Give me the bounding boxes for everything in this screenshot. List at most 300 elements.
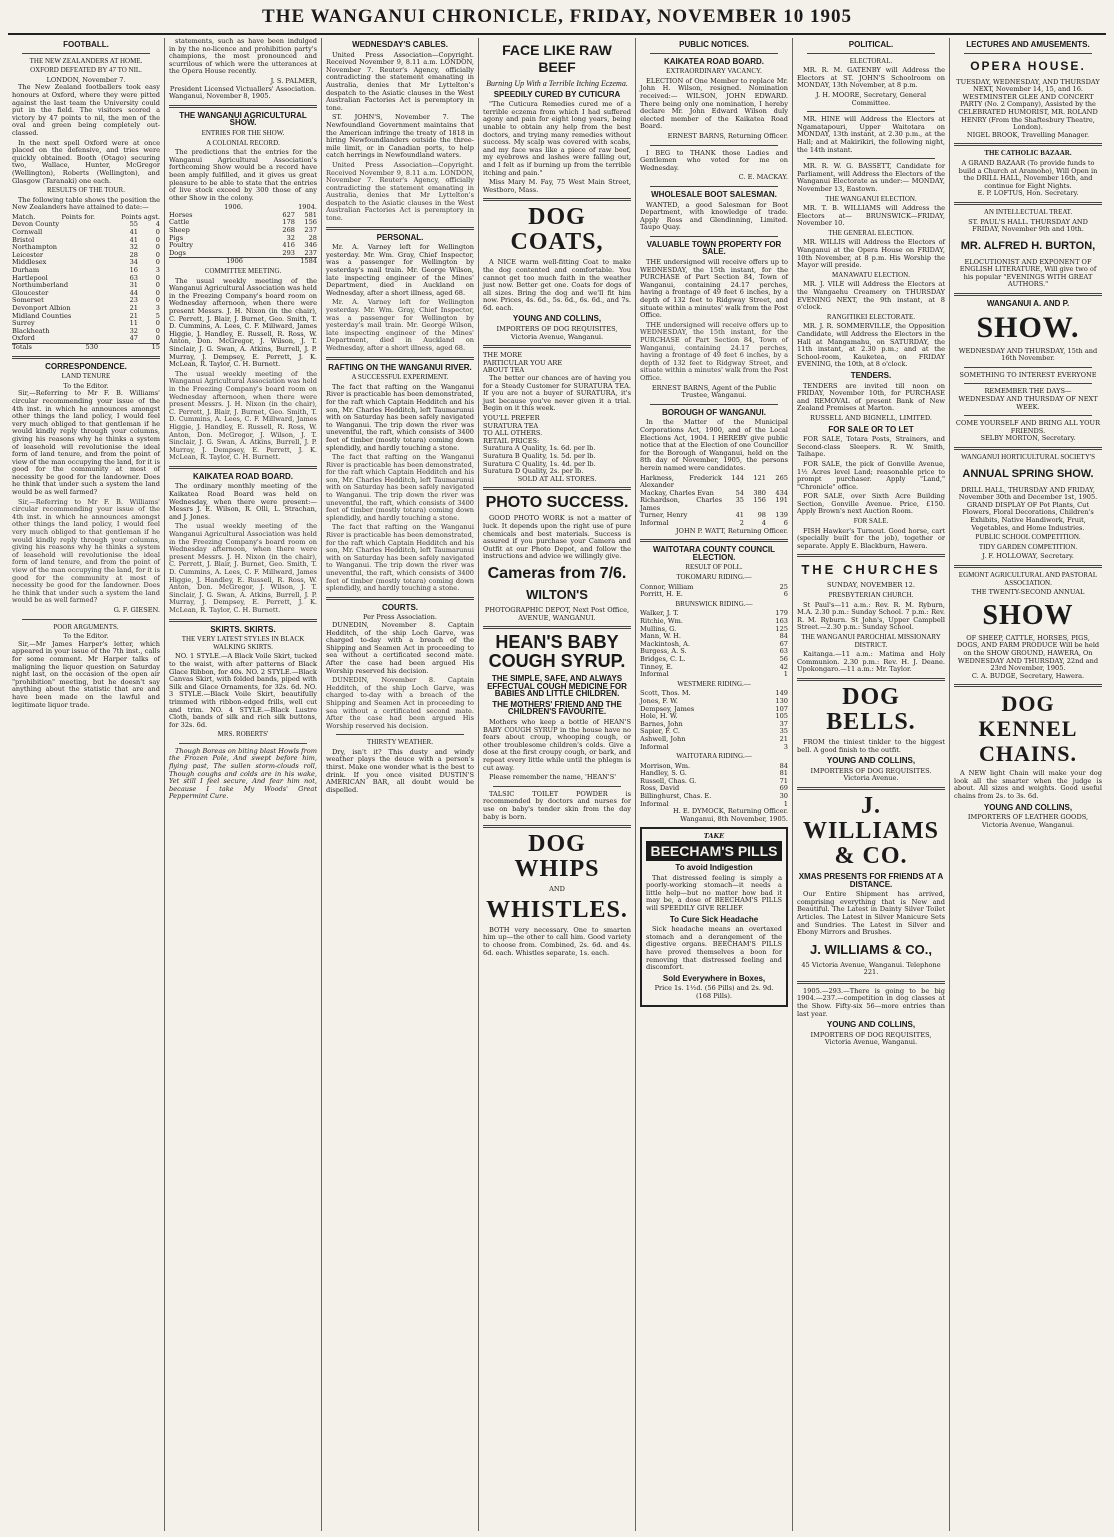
borough-row-cell: 2 [739,519,744,528]
beechams-price: Price 1s. 1½d. (56 Pills) and 2s. 9d. (168 Pills). [654,984,774,1000]
brunswick-row-cell: Mackintosh, A. [640,639,691,648]
whistles-heading: WHISTLES. [486,896,628,923]
brunswick-row-cell: 125 [775,624,788,633]
results-row-cell: Devonport Albion [12,304,71,312]
westmere-row-cell: 130 [775,696,788,705]
presbyterian-heading: PRESBYTERIAN CHURCH. [828,591,914,600]
whips-paragraph: BOTH very necessary. One to smarten him up—the other to call him. Good variety to choose from. Combined, 2s. 6d. and 4s. 6d. each. Whistles separate, 1s. each. [483,925,631,957]
borough-row-cell: 98 [757,511,766,520]
egmont-paragraph: OF SHEEP, CATTLE, HORSES, PIGS, DOGS, AND FARM PRODUCE Will be held on the SHOW GROUND, HAWERA, On WEDNESDAY AND THURSDAY, 22nd and 23rd November, 1905. [956,633,1100,673]
entries-row-cell: 416 [282,241,295,250]
entries-row-cell: 237 [304,248,317,257]
road-board-paragraph: The ordinary monthly meeting of the Kaikatea Road Board was held on Wednesday, when there were present:—Messrs J. E. Wilson, R. Olli, L. Strachan, and J. Jones. [169,482,317,521]
entries-col-1904: 1904. [298,203,317,212]
retail-price-4: Suratura D Quality, 2s. per lb. [483,467,584,476]
waitotara-table [640,763,788,809]
results-total-for: 530 [85,342,99,351]
county-council-heading: WAITOTARA COUNTY COUNCIL ELECTION. [653,545,775,562]
young-collins-name-2: YOUNG AND COLLINS, [826,756,916,766]
entries-heading: ENTRIES FOR THE SHOW. [201,128,285,137]
licensed-victuallers-letter: statements, such as have been indulged in by the no-licence and prohibition party's champions, the most pronounced and scurrilous of which were the utterances at the Opera House recently. [169,38,317,76]
williams-notice: MR. T. B. WILLIAMS will Address the Electors at— BRUNSWICK—FRIDAY, November 10. [797,204,945,228]
horticultural-signature: J. F. HOLLOWAY, Secretary. [982,552,1074,561]
results-row-cell: 0 [155,296,160,305]
thirsty-paragraph: Dry, isn't it? This dusty and windy weather plays the deuce with a person's thirst. Make one wonder what is the best to drink. If you once visited DUSTIN'S AMERICAN BAR, all doubt would be dispelled. [326,747,474,794]
westmere-row-cell: Scott, Thos. M. [640,689,691,698]
young-collins-address-3: IMPORTERS OF DOG REQUISITES, Victoria Avenue, Wanganui. [810,1030,932,1047]
boot-salesman-paragraph: WANTED, a good Salesman for Boot Department, with knowledge of trade. Apply Ross and Glendinning, Limited. Taupo Quay. [640,200,788,232]
borough-row-cell: 41 [735,511,744,520]
wiltons-name: WILTON'S [526,586,588,602]
entries-row-cell: Sheep [169,226,190,235]
tokomaru-row [640,591,788,599]
results-row-cell: Northampton [12,243,58,252]
waitotara-row-cell: Informal [640,799,669,808]
results-row-cell: Midland Counties [12,311,72,320]
results-row-cell: 0 [155,243,160,252]
westmere-row-cell: 107 [775,704,788,713]
retail-price-1: Suratura A Quality, 1s. 6d. per lb. [483,444,596,453]
road-board-paragraph-continued: The usual weekly meeting of the Wanganui Agricultural Association was held in the Freezing Company's board room on Wednesday afternoon, when there were present Messrs. J. H. Nixon (in the chair), C. Perrett, J. Blair, J. Burnet, Geo. Smith, T. D. Cummins, A. Lees, C. F. Millward, James Higgie, J. Handley, E. Russell, R. Ross, W. Anton, Don. McGregor, J. Wilson, J. T. Sinclair, J. G. Swan, A. Atkins, Burrell, J. P. Murray, J. Dempsey, E. Perrett, J. K. McLean, R. Taylor, C. H. Burnett. [169,522,317,614]
bazaar-paragraph: A GRAND BAZAAR (To provide funds to build a Church at Aramoho), Will Open in the DRILL HALL, November 16th, and continue for Eight Nights. [958,158,1098,190]
entries-table [169,212,317,258]
correspondence-heading: CORRESPONDENCE. [45,361,127,371]
sommerville-notice: MR. J. R. SOMMERVILLE, the Opposition Candidate, will Address the Electors in the Hall at Mangamahu, on SATURDAY, the 11th instant, at 2.30 p.m.; and at the School-room, Kauketea, on FRIDAY EVENING, the 10th, at 8 o'clock. [797,322,945,369]
opera-dates: TUESDAY, WEDNESDAY, AND THURSDAY NEXT, November 14, 15, and 16. [956,77,1100,94]
courts-paragraph-continued: DUNEDIN, November 8. Captain Hedditch, of the ship Loch Garve, was charged to-day with a breach of the Shipping and Seamen Act in proceeding to sea without a certificated second mate. After the case had been argued His Worship reserved his decision. [326,676,474,730]
town-property-signature: ERNEST BARNS, Agent of the Public Trustee, Wanganui. [651,383,777,400]
borough-row-cell: 54 [735,488,744,497]
results-row-cell: Blackheath [12,326,50,335]
nz-at-home-heading: THE NEW ZEALANDERS AT HOME. [29,56,143,65]
waitotara-row-cell: Billinghurst, Chas. E. [640,792,712,801]
egmont-signature: C. A. BUDGE, Secretary, Hawera. [971,671,1085,680]
young-collins-name: YOUNG AND COLLINS, [512,314,602,324]
skirts-subheading: THE VERY LATEST STYLES IN BLACK WALKING SKIRTS. [181,635,305,651]
dog-kennel-paragraph: A NEW light Chain will make your dog look all the smarter when the judge is about. All sizes and weights. Good useful chains from 2s. to 3s. 6d. [954,769,1102,801]
results-row-cell: 0 [155,326,160,335]
results-row-cell: 5 [155,311,160,320]
beechams-sold: Sold Everywhere in Boxes, [662,973,766,983]
entries-total-1906: 1906 [226,257,243,266]
results-row-cell: Gloucester [12,288,49,297]
results-row-cell: 0 [155,273,160,282]
results-row-cell: Oxford [12,334,35,343]
poll-result-heading: RESULT OF POLL. [685,563,743,572]
borough-row-cell: 265 [775,473,788,482]
political-heading: POLITICAL. [848,40,894,49]
entries-row-cell: 178 [282,218,295,227]
dog-coats-heading: DOG COATS, [510,204,604,256]
results-row-cell: 3 [155,266,160,275]
beechams-paragraph: That distressed feeling is simply a poorly-working stomach—it needs a little help—but no matter how bad it may be, a dose of BEECHAM'S PILLS will SPEEDILY GIVE RELIEF. [646,873,782,912]
entries-row-cell: Dogs [169,248,186,257]
borough-row-cell: Harkness, Frederick Alexander [640,473,722,490]
results-row-cell: 28 [129,250,138,259]
dog-whips-heading: DOG WHIPS [514,831,600,883]
results-row-cell: Cornwall [12,228,43,237]
results-col-match: Match. [12,212,36,221]
land-to-editor: To the Editor. [63,381,109,390]
results-row-cell: 0 [155,319,160,328]
waitotara-row-cell: 81 [779,769,788,778]
sale-notice-4: FISH Hawker's Turnout. Good horse, cart (specially built for the job), together or separate. Apply E. Blackburn, Hawera. [797,526,945,550]
heans-remember: Please remember the name, 'HEAN'S' [489,773,617,782]
beechams-take: TAKE [703,832,725,841]
entries-row-cell: Horses [169,210,193,219]
column-5 [636,38,793,1531]
heans-heading: HEAN'S BABY COUGH SYRUP. [488,632,626,672]
borough-row-cell: Richardson, Charles James [640,496,722,512]
skirts-heading: SKIRTS. SKIRTS. [210,624,276,634]
show-friends: COME YOURSELF AND BRING ALL YOUR FRIENDS. [955,419,1101,435]
brunswick-row-cell: Mann, W. H. [640,632,682,641]
gatenby-signature: J. H. MOORE, Secretary, General Committee. [815,90,927,107]
results-intro: The following table shows the position the New Zealanders have attained to date:— [12,195,160,212]
whips-and: AND [549,885,565,894]
personal-paragraph-continued: Mr. A. Varney left for Wellington yesterday. Mr. Wm. Gray, Chief Inspector, was a passenger for Wellington by yesterday's mail train. Mr. George Wilson, late inspecting engineer of the Mines' Department, died in Auckland on Wednesday, after a short illness, aged 68. [326,298,474,352]
borough-row-cell: 191 [775,496,788,505]
tea-line-5: SURATURA TEA [483,421,539,430]
intellectual-treat-paragraph: ST. PAUL'S HALL. THURSDAY AND FRIDAY, November 9th and 10th. [968,217,1088,234]
masthead: THE WANGANUI CHRONICLE, FRIDAY, NOVEMBER 10 1905 [8,6,1106,35]
entries-row-cell: 346 [304,241,317,250]
waitotara-row-cell: Handley, S. G. [640,769,687,778]
williams-subheading: XMAS PRESENTS FOR FRIENDS AT A DISTANCE. [798,871,944,889]
results-row-cell: 47 [129,334,138,343]
brunswick-row-cell: 179 [775,609,788,618]
brunswick-row-cell: 1 [783,670,788,679]
borough-paragraph: In the Matter of the Municipal Corporations Act, 1900, and of the Local Elections Act, 1904. I HEREBY give public notice that at the Election of one Councillor for the Borough of Wanganui, held on the 8th day of November, 1905, the persons herein named were candidates. [640,418,788,472]
sale-notice-2: FOR SALE, the pick of Gonville Avenue, 1½ Acres level Land; reasonable price to prompt purchaser. Apply "Land," "Chronicle" office. [797,459,945,491]
photo-success-heading: PHOTO SUCCESS. [485,494,629,512]
town-property-heading: VALUABLE TOWN PROPERTY FOR SALE. [646,239,782,257]
brunswick-row-cell: 56 [779,654,788,663]
results-row-cell: 21 [129,304,138,312]
boot-salesman-heading: WHOLESALE BOOT SALESMAN. [651,189,777,199]
borough-row-cell: Mackay, Charles Evan [640,488,714,497]
results-row-cell: 0 [155,334,160,343]
horticultural-heading: WANGANUI HORTICULTURAL SOCIETY'S [960,453,1096,461]
land-tenure-heading: LAND TENURE [61,372,111,381]
dog-coats-paragraph: A NICE warm well-fitting Coat to make the dog contented and comfortable. You cannot get too much faith in the weather just now. Better get one. Coats for dogs of all sizes. Bring the dog and we'll fit him now. Prices, 4s. 6d., 5s. 6d., 6s. 6d., and 7s. 6d. each. [483,258,631,312]
dog-bells-paragraph: FROM the tiniest tinkler to the biggest bell. A good finish to the outfit. [797,737,945,754]
brunswick-row-cell: Mullins, G. [640,624,677,633]
borough-row-cell: 35 [735,496,744,505]
westmere-row-cell: Informal [640,742,669,751]
football-paragraph-2: In the next spell Oxford were at once placed on the defensive, and tries were quickly obtained. Booth (Otago) securing two, Wallace, Hunter, McGregor (Wellington), Roberts (Wellington), and Glasgow (Taranaki) one each. [12,138,160,185]
bazaar-signature: E. P. LOFTUS, Hon. Secretary. [977,189,1079,198]
columns [8,38,1106,1531]
results-row-cell: Leicester [12,250,44,259]
entries-total-1904: 1584 [300,257,317,266]
heans-subheading-2: THE MOTHERS' FRIEND AND THE CHILDREN'S FAVOURITE. [492,699,622,717]
tidy-garden-heading: TIDY GARDEN COMPETITION. [978,542,1078,551]
borough-row-cell: 6 [783,519,788,528]
brunswick-row-cell: 163 [775,617,788,625]
results-row-cell: 63 [129,273,138,282]
personal-heading: PERSONAL. [376,232,424,242]
photo-paragraph: GOOD PHOTO WORK is not a matter of luck. It depends upon the right use of pure chemicals and best materials. Success is assured if you purchase your Camera and Outfit at our Photo Depot, and follow the instructions and advice we willingly give. [483,514,631,561]
show-paragraph: The predictions that the entries for the Wanganui Agricultural Association's forthcoming Show would be a record have been amply fulfilled, and it gives us great pleasure to be able to state that the entries of live stock exceed by 300 those of any other Show in the colony. [169,148,317,202]
lectures-heading: LECTURES AND AMUSEMENTS. [966,40,1090,49]
results-total-row [12,343,160,352]
headache-heading: To Cure Sick Headache [669,914,759,924]
rafting-paragraph-continued-2: The fact that rafting on the Wanganui River is practicable has been demonstrated, for the raft which Captain Hedditch and his son, Mr. Charles Hedditch, left Taumarunui with on Saturday has been safely navigated to Wanganui. The trip down the river was uneventful, the raft, which consists of 3400 feet of timber (mostly totara) coming down splendidly, and hardly touching a stone. [326,523,474,593]
palmer-date: Wanganui, November 8, 1905. [169,92,271,101]
personal-paragraph: Mr. A. Varney left for Wellington yesterday. Mr. Wm. Gray, Chief Inspector, was a passenger for Wellington by yesterday's mail train. Mr. George Wilson, late inspecting engineer of the Mines' Department, died in Auckland on Wednesday, after a short illness, aged 68. [326,243,474,297]
bazaar-heading: THE CATHOLIC BAZAAR. [984,149,1072,158]
town-property-paragraph: THE undersigned will receive offers up to WEDNESDAY, the 15th instant, for the PURCHASE of Part Section 84, Town of Wanganui, containing 24.17 perches, having a frontage of 49 feet 6 inches, by a depth of 132 feet to Ridgway Street, and situate within a minutes' walk from the Post Office. [640,258,788,320]
westmere-row-cell: 37 [779,719,788,728]
sold-at-stores: SOLD AT ALL STORES. [517,474,597,483]
westmere-row-cell: 35 [779,727,788,736]
results-row-cell: Middlesex [12,258,47,267]
tenders-signature: RUSSELL AND BIGNELL, LIMITED. [810,413,932,422]
rangitikei-heading: RANGITIKEI ELECTORATE. [826,312,916,321]
results-row-cell: Surrey [12,319,35,328]
westmere-row-cell: Jones, F. W. [640,696,678,705]
courts-paragraph: DUNEDIN, November 8. Captain Hedditch, of the ship Loch Garve, was charged to-day with a breach of the Shipping and Seamen Act in proceeding to sea without a certificated second mate. After the case had been argued His Worship reserved his decision. [326,620,474,675]
borough-table [640,475,788,528]
westmere-row-cell: Barnes, John [640,719,683,728]
results-row [12,335,160,343]
committee-paragraph: The usual weekly meeting of the Wanganui Agricultural Association was held in the Freezing Company's board room on Wednesday afternoon, when there were present Messrs. J. H. Nixon (in the chair), C. Perrett, J. Blair, J. Burnet, Geo. Smith, T. D. Cummins, A. Lees, C. F. Millward, James Higgie, J. Handley, E. Russell, R. Ross, W. Anton, Don. McGregor, J. Wilson, J. T. Sinclair, J. G. Swan, A. Atkins, Burrell, J. P. Murray, J. Dempsey, E. Perrett, J. K. McLean, R. Taylor, C. H. Burnett. [169,276,317,369]
borough-row-cell: Turner, Henry [640,511,688,520]
column-7 [950,38,1106,1531]
results-row-cell: 41 [129,235,138,244]
cuticura-subheading: SPEEDILY CURED BY CUTICURA [493,89,621,99]
results-row-cell: Northumberland [12,281,69,290]
entries-total [169,257,317,266]
entries-row-cell: Poultry [169,241,194,250]
borough-row [640,475,788,490]
westmere-row [640,744,788,752]
oxford-heading: OXFORD DEFEATED BY 47 TO NIL. [30,66,142,75]
face-like-raw-beef-heading: FACE LIKE RAW BEEF [502,42,612,75]
dateline: LONDON, November 7. [46,75,126,84]
vile-notice: MR. J. VILE will Address the Electors at the Wangaehu Creamery on THURSDAY EVENING NEXT, the 9th instant, at 8 o'clock. [797,280,945,312]
results-total-against: 15 [151,342,160,351]
entries-row-cell: 237 [304,226,317,235]
tea-line-1: THE MORE [483,351,522,360]
palmer-signature: J. S. PALMER, [270,76,317,85]
egmont-heading: EGMONT AGRICULTURAL AND PASTORAL ASSOCIATION. [958,570,1098,587]
eczema-subheading: Burning Up With a Terrible Itching Eczema. [486,79,628,88]
column-3 [322,38,479,1531]
tokomaru-row-cell: Connor, William [640,582,694,591]
tea-paragraph: The better our chances are of having you for a Steady Customer for SURATURA TEA. If you are not a buyer of SURATURA, it's just because you've never given it a trial. Begin on it this week. [483,374,631,413]
egmont-subheading: THE TWENTY-SECOND ANNUAL [971,588,1085,597]
borough-row-cell: 156 [753,496,766,505]
poor-arguments-letter: Sir,—Mr James Harper's letter, which appeared in your issue of the 7th inst., calls for some comment. Mr Harper talks of maligning the liquor question on Saturday night last, on the occasion of the open air "prohibition" meeting, but he doesn't say anything about the statistic that are and have been made on the lawful and legitimate liquor trade. [12,639,160,709]
thanks-paragraph: I BEG to THANK those Ladies and Gentlemen who voted for me on Wednesday. [640,148,788,172]
tokomaru-row-cell: Porritt, H. E. [640,590,683,599]
intellectual-treat-heading: AN INTELLECTUAL TREAT. [983,207,1073,216]
general-election-heading: THE GENERAL ELECTION. [828,228,914,237]
williams-heading-2: J. WILLIAMS & CO., [809,941,933,957]
entries-row-cell: 581 [304,210,317,219]
road-board-heading: KAIKATEA ROAD BOARD. [193,471,293,481]
westmere-row-cell: 149 [775,689,788,698]
courts-heading: COURTS. [382,602,418,612]
kaikatea-heading: KAIKATEA ROAD BOARD. [664,56,764,66]
town-property-paragraph-continued: THE undersigned will receive offers up to WEDNESDAY, the 15th instant, for the PURCHASE of Part Section 84, Town of Wanganui, containing 24.17 perches, having a frontage of 49 feet 6 inches, by a depth of 132 feet to Ridgway Street, and situate within a minutes' walk from the Post Office. [640,320,788,382]
show-heading: SHOW. [976,310,1080,344]
young-collins-name-3: YOUNG AND COLLINS, [826,1020,916,1030]
cameras-heading: Cameras from 7/6. [487,564,627,582]
entries-row-cell: 156 [304,218,317,227]
retail-price-2: Suratura B Quality, 1s. 5d. per lb. [483,451,596,460]
cables-heading: WEDNESDAY'S CABLES. [352,40,448,49]
waitotara-row-cell: 69 [779,784,788,793]
results-row-cell: 41 [129,228,138,237]
results-table [12,221,160,343]
land-signature: G. F. GIESEN. [113,605,160,614]
thanks-signature: C. E. MACKAY. [738,173,788,182]
results-row-cell: 0 [155,250,160,259]
results-row-cell: 0 [155,228,160,237]
courts-subheading: Per Press Association. [363,613,437,622]
results-row-cell: 0 [155,235,160,244]
westmere-row-cell: Dempsey, James [640,704,695,713]
waitotara-heading: WAITOTARA RIDING.— [676,752,752,761]
results-row-cell: Somerset [12,296,44,305]
results-row-cell: 55 [129,220,138,229]
colonial-record-heading: A COLONIAL RECORD. [206,138,280,147]
brunswick-row-cell: Walker, J. T. [640,609,679,618]
entries-row-cell: Cattle [169,218,190,227]
for-sale-heading-2: FOR SALE. [853,517,889,526]
beechams-heading: BEECHAM'S PILLS [646,841,782,861]
results-row-cell: 4 [155,220,160,229]
dog-bells-heading: DOG BELLS. [826,683,916,735]
results-row-cell: Devon County [12,220,60,229]
egmont-show-heading: SHOW [982,599,1074,631]
show-signature: SELBY MORTON, Secretary. [980,434,1076,443]
brunswick-row-cell: 67 [779,639,788,648]
young-collins-address-2: IMPORTERS OF DOG REQUISITES. Victoria Avenue. [810,766,932,783]
waitotara-row-cell: 71 [779,776,788,785]
electoral-heading: ELECTORAL. [849,56,893,65]
churches-heading: THE CHURCHES [801,562,941,578]
westmere-row-cell: Ashwell, John [640,734,686,743]
rafting-subheading: A SUCCESSFUL EXPERIMENT. [351,373,449,382]
borough-row-cell: 380 [753,488,766,497]
brunswick-row-cell: 84 [779,632,788,641]
results-row-cell: Bristol [12,235,35,244]
entries-row-cell: 28 [308,233,317,242]
opera-house-heading: OPERA HOUSE. [970,58,1086,73]
results-row-cell: 16 [129,266,138,275]
tenders-paragraph: TENDERS are invited till noon on FRIDAY, November 10th, for PURCHASE and REMOVAL of present Bank of New Zealand Premises at Marton. [797,381,945,413]
spring-show-heading: ANNUAL SPRING SHOW. [962,467,1094,480]
land-tenure-letter-continued: Sir,—Referring to Mr F. B. Williams' circular recommending your issue of the 4th inst. in which he announces amongst other things the land policy, I would feel very much obliged to that gentleman if he would kindly reply through your columns, giving his reasons why he thinks a system of leasehold will revolutionise the ideal form of land tenure, and from the point of view of the man occupying the land, for it is good for the community at most of necessity be good for the landowner. Does he think that under such a system the land would be as well farmed? [12,497,160,605]
results-row-cell: 0 [155,281,160,290]
results-row-cell: 0 [155,258,160,267]
westmere-heading: WESTMERE RIDING.— [677,679,751,688]
beechams-paragraph-2: Sick headache means an overtaxed stomach and a derangement of the digestive organs. BEECHAM'S PILLS have proved themselves a boon for removing that distressed feeling and discomfort. [646,925,782,972]
results-row-cell: 23 [129,296,138,305]
brunswick-row-cell: Burgess, A. S. [640,647,687,656]
results-row-cell: Hartlepool [12,273,48,282]
tokomaru-heading: TOKOMARU RIDING.— [676,573,752,582]
westmere-row-cell: Sapier, F. C. [640,727,680,736]
borough-row-cell: Informal [640,519,669,528]
tea-line-4: YOU'LL PREFER [483,414,540,422]
entries-row [169,250,317,258]
dog-competition-paragraph: 1905.—293.—There is going to be big 1904.—237.—competition in dog classes at the Show. Fifty-six 56—more entries than last year. [797,986,945,1018]
poor-arguments-heading: POOR ARGUMENTS. [53,622,119,631]
borough-row-cell: 4 [761,519,766,528]
football-paragraph: The New Zealand footballers took easy honours at Oxford, where they were pitted against the last team the University could put in the field. The visitors scored a victory by 47 points to nil, the men of the oval and green being completely out-classed. [12,83,160,137]
borough-row-cell: 121 [753,473,766,482]
williams-heading: J. WILLIAMS & CO. [802,792,940,869]
column-4 [479,38,636,1531]
cuticura-signature: Miss Mary M. Fay, 75 West Main Street, Westboro, Mass. [483,178,631,194]
school-competition-heading: PUBLIC SCHOOL COMPETITION. [975,533,1081,542]
young-collins-name-4: YOUNG AND COLLINS, [983,802,1073,812]
talsic-paragraph: TALSIC TOILET POWDER is recommended by doctors and nurses for use on baby's tender skin from the day baby is born. [483,789,631,821]
borough-row-cell: 144 [731,473,744,482]
football-heading: FOOTBALL. [63,40,109,49]
poor-to-editor: To the Editor. [63,632,109,641]
spring-show-paragraph: DRILL HALL, THURSDAY AND FRIDAY, November 30th and December 1st, 1905. GRAND DISPLAY OF Pot Plants, Cut Flowers, Floral Decorations, Children's Exhibits, Native Handiwork, Fruit, Vegetables, and Home Industries. [958,485,1098,532]
tea-line-2: PARTICULAR YOU ARE [483,358,563,367]
hine-notice: MR. HINE will Address the Electors at Ngamatapouri, Upper Waitotara on MONDAY, 13th instant, at 2.30 p.m., at the Hall; and at Makirikiri, the following night, the 14th instant. [797,115,945,154]
for-sale-heading: FOR SALE OR TO LET [828,424,914,434]
kaikatea-signature: ERNEST BARNS, Returning Officer. [667,131,788,140]
vacancy-heading: EXTRAORDINARY VACANCY. [666,67,762,76]
results-row-cell: 21 [129,311,138,320]
sale-notice-1: FOR SALE, Totara Posts, Strainers, and Second-class Sleepers. R. W. Smith, Taihape. [797,435,945,459]
borough-signature: JOHN P. WATT, Returning Officer. [675,526,788,535]
committee-heading: COMMITTEE MEETING. [204,267,282,276]
dog-kennel-heading: DOG KENNEL CHAINS. [978,691,1078,767]
young-collins-address-4: IMPORTERS OF LEATHER GOODS, Victoria Avenue, Wanganui. [967,813,1089,829]
borough-row-cell: 434 [775,488,788,497]
tea-line-3: ABOUT TEA [483,366,525,375]
entries-col-1906: 1906. [224,203,243,212]
kaikatea-paragraph: ELECTION of One Member to replace Mr. John H. Wilson, resigned. Nomination received:— WILSON, JOHN EDWARD. There being only one nomination, I hereby declare Mr. John Edward Wilson duly elected member of the Kaikatea Road Board. [640,76,788,131]
brunswick-row [640,671,788,679]
waitotara-row-cell: Ross, David [640,784,680,793]
heans-subheading: THE SIMPLE, SAFE, AND ALWAYS EFFECTUAL COUGH MEDICINE FOR BABIES AND LITTLE CHILDREN. [487,674,627,699]
borough-row-cell: 139 [775,511,788,520]
results-row-cell: 3 [155,304,160,312]
results-row-cell: 11 [129,319,138,328]
results-row-cell: 31 [129,281,138,290]
gatenby-notice: MR. R. M. GATENBY will Address the Electors at ST. JOHN'S Schoolroom on MONDAY, 13th November, at 8 p.m. [797,66,945,90]
skirts-paragraph: NO. 1 STYLE.—A Black Voile Skirt, tucked to the waist, with after patterns of Black Glace Ribbon, for 40s. NO. 2 STYLE.—Black Canvas Skirt, with folded bands, piped with Silk and Glace Ornaments, for 32s. 6d. NO. 3 STYLE.—Black Voile Skirt, beautifully trimmed with ribbon-edged frills, well cut and trim. NO. 4 STYLE.—Black Lustre Cloth, bands of silk and rich silk buttons, for 32s. 6d. [169,652,317,729]
show-remember: REMEMBER THE DAYS— [984,387,1072,396]
show-days: WEDNESDAY AND THURSDAY OF NEXT WEEK. [958,395,1098,411]
westmere-row-cell: Hole, H. W. [640,712,678,721]
missionary-paragraph: Kaitanga.—11 a.m.: Matima and Holy Communion. 2.30 p.m.: Rev. H. J. Deane. Upokongaro.—11 a.m.: Mr. Taylor. [797,650,945,674]
westmere-row-cell: 105 [775,712,788,721]
results-row-cell: Durham [12,266,40,275]
entries-row-cell: 293 [282,248,295,257]
indigestion-heading: To avoid Indigestion [675,863,753,873]
county-signature: H. E. DYMOCK, Returning Officer. Wanganui, 8th November, 1905. [672,807,788,823]
wiltons-address: PHOTOGRAPHIC DEPOT, Next Post Office, AVENUE, WANGANUI. [484,605,630,622]
results-total-label: Totals [12,342,32,351]
bassett-notice: MR. R. W. G. BASSETT, Candidate for Parliament, will Address the Electors of the Wanganui Electorate as under:— MONDAY, November 13, Eastown. [797,162,945,193]
heans-paragraph: Mothers who keep a bottle of HEAN'S BABY COUGH SYRUP in the house have no fears about croup, whooping cough, or other troublesome children's colds. Give a dose at the first croupy cough, or bark, and repeat every little while until the phlegm is cut away. [483,718,631,772]
palmer-role: President Licensed Victuallers' Association. [169,84,317,93]
entries-row-cell: 268 [282,226,295,235]
presbyterian-paragraph: St Paul's—11 a.m.: Rev. R. M. Ryburn, M.A. 2.30 p.m.: Sunday School. 7 p.m.: Rev. R. M. Ryburn. St John's, Upper Campbell Street.—2.30 p.m.: Sunday School. [797,600,945,632]
